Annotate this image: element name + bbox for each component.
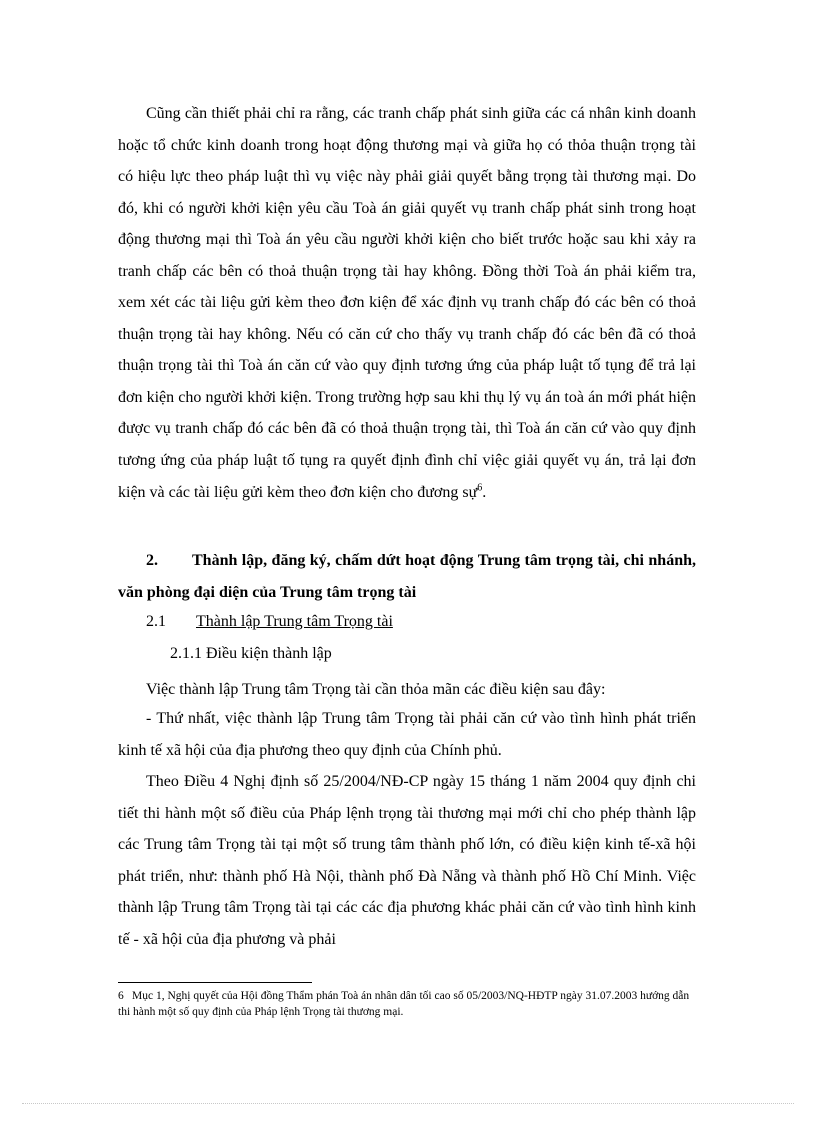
- subsection-number: 2.1: [146, 613, 166, 630]
- footnote-reference[interactable]: 6: [477, 482, 483, 494]
- subsection-heading-2-1-1: 2.1.1 Điều kiện thành lập: [170, 645, 332, 662]
- body-paragraph: Theo Điều 4 Nghị định số 25/2004/NĐ-CP ngày 15 tháng 1 năm 2004 quy định chi tiết thi hành một số điều của Pháp lệnh trọng tài thương mại mới chỉ cho phép thành lập các Trung tâm Trọng tài tại một số trung tâm thành phố lớn, có điều kiện kinh tế-xã hội phát triển, như: thành phố Hà Nội, thành phố Đà Nẵng và thành phố Hồ Chí Minh. Việc thành lập Trung tâm Trọng tài tại các các địa phương khác phải căn cứ vào tình hình kinh tế - xã hội của địa phương và phải: [118, 773, 696, 948]
- subsection-title: Thành lập Trung tâm Trọng tài: [196, 613, 393, 630]
- heading-number: 2.: [146, 552, 158, 569]
- body-paragraph: [118, 98, 696, 508]
- paragraph-text: Cũng cần thiết phải chỉ ra rằng, các tranh chấp phát sinh giữa các cá nhân kinh doanh hoặc tổ chức kinh doanh trong hoạt động thương mại và giữa họ có thỏa thuận trọng tài có hiệu lực theo pháp luật thì vụ việc này phải giải quyết bằng trọng tài thương mại. Do đó, khi có người khởi kiện yêu cầu Toà án giải quyết vụ tranh chấp phát sinh trong hoạt động thương mại thì Toà án yêu cầu người khởi kiện cho biết trước hoặc sau khi xảy ra tranh chấp các bên có thoả thuận trọng tài hay không. Đồng thời Toà án phải kiểm tra, xem xét các tài liệu gửi kèm theo đơn kiện để xác định vụ tranh chấp đó các bên có thoả thuận trọng tài hay không. Nếu có căn cứ cho thấy vụ tranh chấp đó các bên đã có thoả thuận trọng tài thì Toà án căn cứ vào quy định tương ứng của pháp luật tố tụng để trả lại đơn kiện cho người khởi kiện. Trong trường hợp sau khi thụ lý vụ án toà án mới phát hiện được vụ tranh chấp đó các bên đã có thoả thuận trọng tài, thì Toà án căn cứ vào quy định tương ứng của pháp luật tố tụng ra quyết định đình chỉ việc giải quyết vụ án, trả lại đơn kiện và các tài liệu gửi kèm theo đơn kiện cho đương sự: [118, 105, 696, 501]
- footnote-number: 6: [118, 990, 124, 1002]
- body-paragraph: Việc thành lập Trung tâm Trọng tài cần thỏa mãn các điều kiện sau đây:: [146, 681, 606, 698]
- footnote-text: Mục 1, Nghị quyết của Hội đồng Thẩm phán Toà án nhân dân tối cao số 05/2003/NQ-HĐTP ngày 31.07.2003 hướng dẫn thi hành một số quy định của Pháp lệnh Trọng tài thương mại.: [118, 990, 690, 1018]
- footnote: [118, 988, 698, 1020]
- paragraph-end: .: [482, 483, 487, 501]
- page-border: [22, 1103, 794, 1104]
- heading-title: Thành lập, đăng ký, chấm dứt hoạt động Trung tâm trọng tài, chi nhánh, văn phòng đại diện của Trung tâm trọng tài: [118, 552, 696, 601]
- footnote-separator: [118, 982, 312, 983]
- subsection-heading-2-1: [146, 608, 393, 636]
- body-paragraph: - Thứ nhất, việc thành lập Trung tâm Trọng tài phải căn cứ vào tình hình phát triển kinh tế xã hội của địa phương theo quy định của Chính phủ.: [118, 710, 696, 759]
- section-heading-2: [118, 545, 696, 608]
